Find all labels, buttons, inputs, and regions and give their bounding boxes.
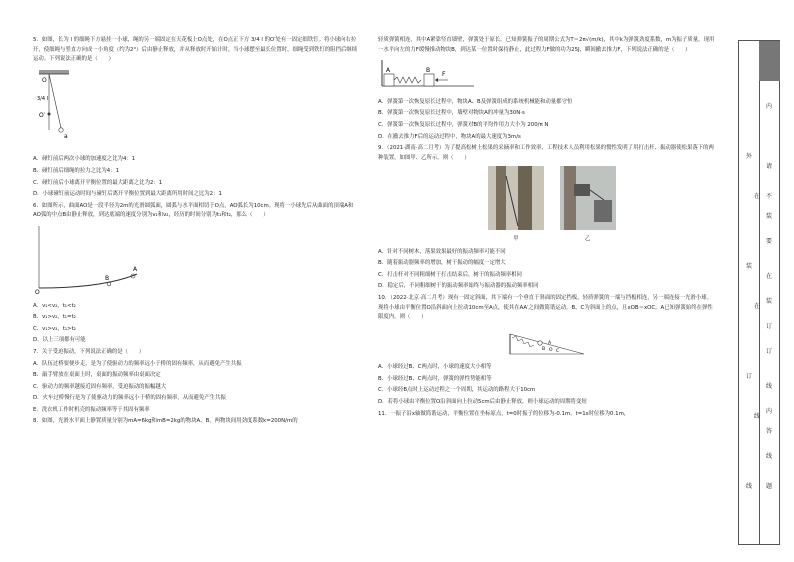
q5-option-b: B．碰钉前后细绳的拉力之比为4：1 xyxy=(33,167,120,174)
q8-option-b: B．弹簧第一次恢复原长过程中，墙壁对物块A的冲量为30N·s xyxy=(378,110,525,117)
block-a xyxy=(384,74,394,86)
q10-option-d: D．若将小球由平衡位置O沿斜面向上拉动5cm后由静止释放，则小球运动的周期将变短 xyxy=(378,399,587,406)
fraction-label: 3/4 l xyxy=(37,95,49,102)
q5-pendulum-figure xyxy=(33,68,361,153)
strip-char: 在 xyxy=(765,273,772,280)
strip-header-block xyxy=(759,41,780,81)
o-point-label: O xyxy=(35,288,40,294)
q5-stem: 5．如图，长为 l 的细绳下方悬挂一小球，绳的另一端固定在天花板上O点处，在O点正下方 3/4 l 的O′处有一固定细铁钉。将小球向右拉开，使细绳与竖直方向成一小角度（约为2°）后由静止释放，并从释放时开始计时。当小球摆至最长位置时，细绳受到铁钉的阻挡后继续运动。下列说法正确的是（ ） xyxy=(33,37,358,63)
strip-char: 装 xyxy=(745,263,752,270)
q10-stem: 10．（2022·北京·高二月考）现有一固定斜面，其下端有一个垂直于斜面的固定挡板，轻质弹簧的一端与挡板相连，另一端连接一光滑小球。现将小球由平衡位置O沿斜面向上拉动10cm至A点，使其在AA′之间做简谐运动，B、C为斜面上的点，且xOB＝xOC。A已知弹簧始终在弹性限度内，则（ ） xyxy=(378,294,713,321)
strip-char: 订 xyxy=(765,323,772,330)
photo-yi xyxy=(560,166,616,244)
strip-char: 订 xyxy=(765,348,772,355)
ball xyxy=(538,340,542,344)
q8-continued: 轻质弹簧相连，其中A紧靠竖直墙壁，弹簧处于原长。已知弹簧振子的周期公式为T＝2π√(m/k)，其中k为弹簧劲度系数，m为振子质量。现用一水平向左的力F缓慢推动物块B，到达某一位置时保持静止，此过程力F做的功为25J，瞬间撤去推力F，下列说法正确的是（ ） xyxy=(378,37,715,53)
q8-stem: 8．如图，光滑水平面上静置质量分别为mA=6kg和mB=2kg的物块A、B，两物块间用劲度系数k=200N/m的 xyxy=(33,418,298,425)
block-b-label: B xyxy=(426,67,431,75)
photo-jia xyxy=(488,166,544,244)
b-point-label: B xyxy=(542,346,546,352)
right-column xyxy=(378,36,716,421)
block-a-label: A xyxy=(386,67,391,75)
q9-option-b: B．随着振动器频率的增加，树干振动的幅度一定增大 xyxy=(378,260,506,267)
q6-option-a: A．v₁<v₂，t₁<t₂ xyxy=(33,302,76,309)
o-label: O xyxy=(42,76,47,84)
q8-option-d: D．在撤去推力F后的运动过程中，物块A的最大速度为3m/s xyxy=(378,133,521,140)
a-point-label: A xyxy=(548,340,552,346)
ball-b xyxy=(107,282,111,286)
caption-yi: 乙 xyxy=(585,235,591,242)
q8-option-c: C．弹簧第一次恢复原长过程中，弹簧对B的平均作用力大小为 200/π N xyxy=(378,121,549,128)
strip-char: 线 xyxy=(765,453,772,460)
caption-jia: 甲 xyxy=(513,235,519,242)
q7-option-b: B．敲手臂放在桌面上时，桌面的振动频率由桌面决定 xyxy=(33,372,161,379)
q7-stem: 7．关于受迫振动，下列说法正确的是（ ） xyxy=(33,348,145,355)
q6-stem: 6．如图所示，曲面AO是一段半径为2m的光滑圆弧面，圆弧与水平面相切于O点，AO弧长为10cm。现将一小球先后从曲面的顶端A和AO弧的中点B由静止释放，到达底端的速度分别为v₁和v₂，经历的时间分别为t₁和t₂，那么（ ） xyxy=(33,202,354,219)
q7-option-e: E．洗衣机工作时机壳的振动频率等于其固有频率 xyxy=(33,406,150,413)
q9-option-c: C．打击杆对不同粗细树干打击结束后，树干的振动频率相同 xyxy=(378,271,522,278)
q10-option-a: A．小球经过B、C两点时，小球的速度大小相等 xyxy=(378,364,492,371)
q9-option-a: A．针对不同树木，落果效果最好的振动频率可能不同 xyxy=(378,248,506,255)
q9-stem: 9．（2021·湖南·高二月考）为了提高松树上松果的采摘率和工作效率，工程技术人员利用松果的惯性发明了用打击杆、振动器使松果落下的两种装置，如图甲、乙所示。则（ ） xyxy=(378,145,714,161)
strip-char: 线 xyxy=(745,483,752,490)
q7-option-c: C．驱动力的频率越接近固有频率，受迫振动的振幅越大 xyxy=(33,383,167,390)
q6-arc-figure xyxy=(33,224,361,299)
strip-char: 内 xyxy=(765,103,772,110)
o-prime-label: O′ xyxy=(39,111,46,119)
strip-char: 在 xyxy=(753,193,760,200)
force-label: F xyxy=(442,71,446,79)
b-point-label: B xyxy=(105,274,110,282)
strip-char: 订 xyxy=(745,373,752,380)
binding-strip xyxy=(738,40,780,545)
a-point-label: A xyxy=(133,265,138,273)
q9-photos xyxy=(378,166,716,244)
strip-char: 不 xyxy=(765,193,772,200)
q8-spring-figure xyxy=(378,58,716,95)
ball xyxy=(59,128,63,132)
strip-char: 内 xyxy=(765,408,772,415)
strip-char: 请 xyxy=(765,163,772,170)
strip-char: 线 xyxy=(753,413,760,420)
q7-option-a: A．队伍过桥要便步走，是为了使驱动力的频率远小于桥的固有频率，从而避免产生共振 xyxy=(33,360,242,367)
strip-char: 要 xyxy=(765,238,772,245)
spring xyxy=(394,77,421,83)
q10-option-b: B．小球经过B、C两点时，弹簧的弹性势能相等 xyxy=(378,375,492,382)
q7-option-d: D．火车过桥慢行是为了使驱动力的频率远小于桥的固有频率，从而避免产生共振 xyxy=(33,395,226,402)
nail-dot xyxy=(48,112,51,115)
strip-char: 答 xyxy=(765,428,772,435)
o-point-label: O xyxy=(549,347,553,353)
strip-char: 装 xyxy=(765,298,772,305)
strip-char: 装 xyxy=(765,213,772,220)
q11-stem: 11．一振子沿x轴做简谐运动，平衡位置在坐标原点，t=0时振子的位移为-0.1m，t=1s时位移为0.1m， xyxy=(378,410,630,417)
q5-option-a: A．碰钉前后两次小球的加速度之比为4：1 xyxy=(33,156,136,163)
q6-option-c: C．v₁>v₂，t₁>t₂ xyxy=(33,325,76,332)
block-b xyxy=(424,74,434,86)
q6-option-d: D．以上三项都有可能 xyxy=(33,337,86,344)
q10-option-c: C．小球经B点时上运动过程之一个周期，其运动的路程大于10cm xyxy=(378,387,536,394)
q5-option-d: D．小球碰钉前运动时间与碰钉后离开平衡位置到最大距离所用时间之比为2：1 xyxy=(33,191,222,198)
q5-option-c: C．碰钉前后小球离开平衡位置的最大距离之比为2：1 xyxy=(33,179,163,186)
strip-char: 线 xyxy=(765,383,772,390)
q10-incline-figure xyxy=(378,326,716,361)
q8-option-a: A．弹簧第一次恢复原长过程中，物块A、B及弹簧组成的系统机械能和动量都守恒 xyxy=(378,98,573,105)
a-label: a xyxy=(64,132,68,140)
c-point-label: C xyxy=(556,348,560,354)
strip-char: 外 xyxy=(745,153,752,160)
strip-char: 题 xyxy=(765,483,772,490)
strip-char: 在 xyxy=(753,303,760,310)
arrow-icon xyxy=(435,78,438,82)
left-column xyxy=(33,36,361,429)
q9-option-d: D．稳定后，不同粗细树干的振动频率始终与振动器的振动频率相同 xyxy=(378,283,539,290)
q6-option-b: B．v₁>v₂，t₁=t₂ xyxy=(33,314,76,321)
